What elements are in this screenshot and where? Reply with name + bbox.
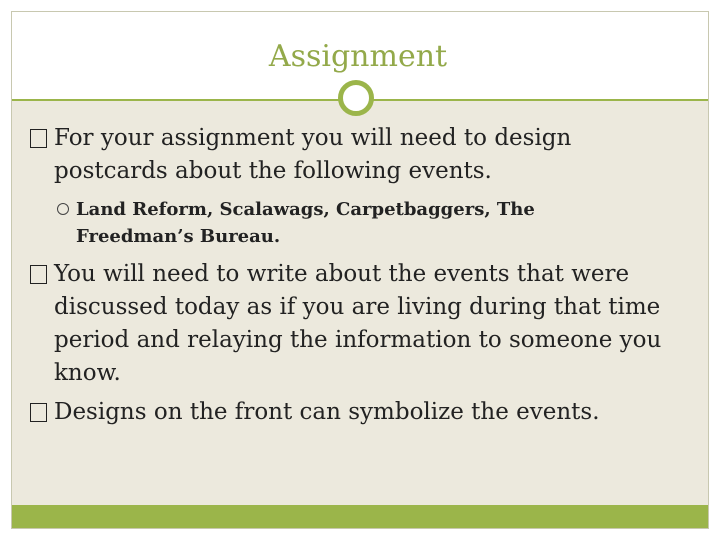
- bullet-text: You will need to write about the events that were discussed today as if you are living during that time period and relaying the information to someone you know.: [54, 261, 662, 386]
- sub-bullet-text: Land Reform, Scalawags, Carpetbaggers, The Freedman’s Bureau.: [76, 199, 535, 247]
- bullet-item: [30, 258, 690, 390]
- bullet-item: [30, 122, 690, 188]
- bullet-item: [30, 396, 690, 429]
- title-circle-ornament: [338, 80, 374, 116]
- square-bullet-icon: [30, 265, 47, 284]
- circle-bullet-icon: [57, 203, 69, 215]
- sub-bullet-item: [30, 196, 636, 250]
- slide-title: Assignment: [268, 39, 448, 74]
- bullet-text: For your assignment you will need to design postcards about the following events.: [54, 125, 572, 184]
- slide-content: [30, 122, 690, 435]
- square-bullet-icon: [30, 403, 47, 422]
- bullet-text: Designs on the front can symbolize the events.: [54, 399, 600, 425]
- footer-bar: [12, 505, 708, 528]
- square-bullet-icon: [30, 129, 47, 148]
